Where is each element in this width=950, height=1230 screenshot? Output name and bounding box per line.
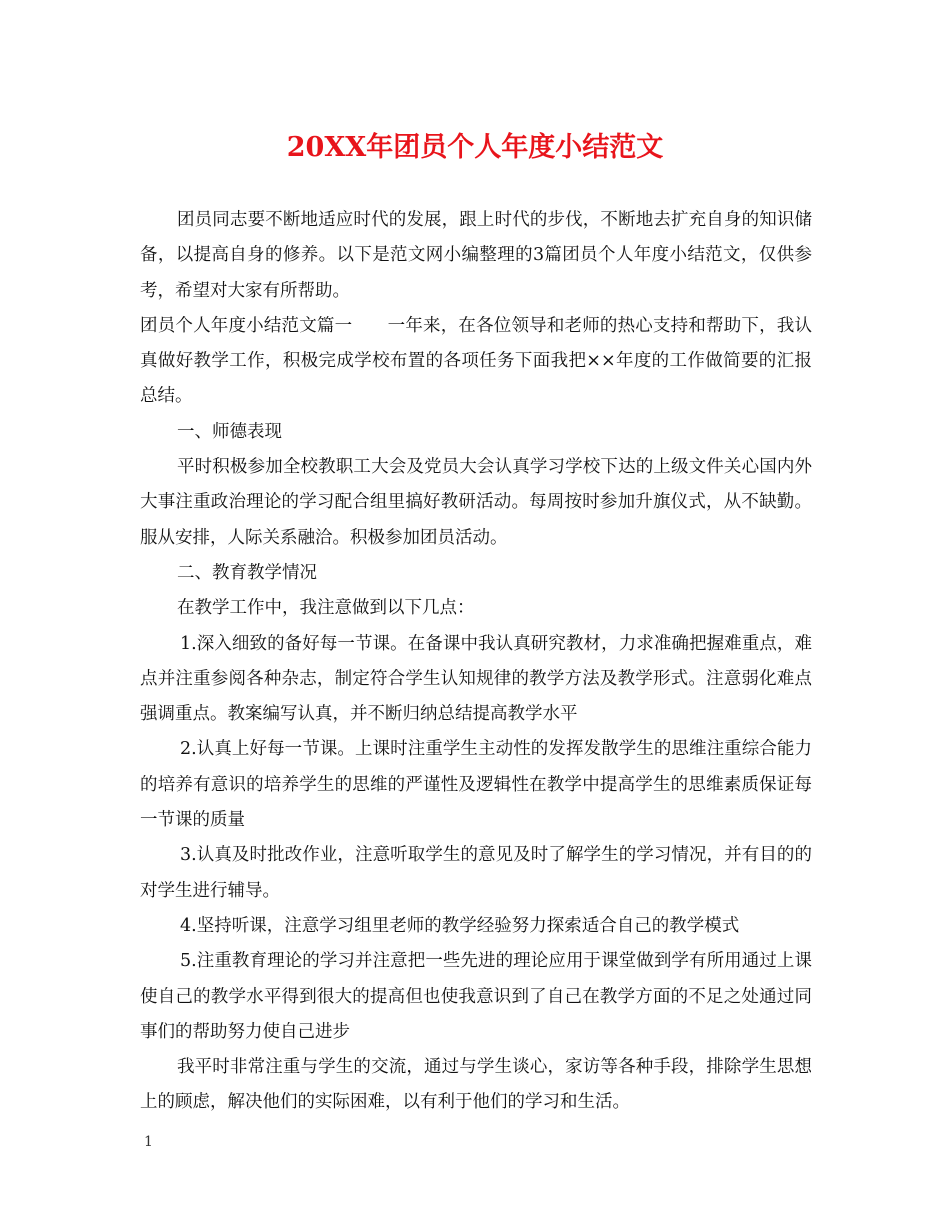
list-item-3: 3.认真及时批改作业，注意听取学生的意见及时了解学生的学习情况，并有目的的对学生进行辅导。: [140, 845, 812, 901]
teaching-intro-paragraph: 在教学工作中，我注意做到以下几点：: [177, 598, 475, 619]
list-item-5: 5.注重教育理论的学习并注意把一些先进的理论应用于课堂做到学有所用通过上课使自己的教学水平得到很大的提高但也使我意识到了自己在教学方面的不足之处通过同事们的帮助努力使自己进步: [140, 951, 812, 1042]
section-one-paragraph: 团员个人年度小结范文篇一 一年来，在各位领导和老师的热心支持和帮助下，我认真做好教学工作，积极完成学校布置的各项任务下面我把××年度的工作做简要的汇报总结。: [140, 315, 812, 407]
list-item-4: 4.坚持听课，注意学习组里老师的教学经验努力探索适合自己的教学模式: [180, 915, 740, 936]
intro-paragraph: 团员同志要不断地适应时代的发展，跟上时代的步伐，不断地去扩充自身的知识储备，以提高自身的修养。以下是范文网小编整理的3篇团员个人年度小结范文，仅供参考，希望对大家有所帮助。: [140, 210, 812, 301]
student-communication-paragraph: 我平时非常注重与学生的交流，通过与学生谈心，家访等各种手段，排除学生思想上的顾虑，解决他们的实际困难，以有利于他们的学习和生活。: [140, 1057, 812, 1113]
document-title: 20XX年团员个人年度小结范文: [286, 132, 664, 163]
heading-teaching: 二、教育教学情况: [177, 562, 317, 583]
heading-teacher-ethics: 一、师德表现: [177, 421, 282, 442]
list-item-2: 2.认真上好每一节课。上课时注重学生主动性的发挥发散学生的思维注重综合能力的培养有意识的培养学生的思维的严谨性及逻辑性在教学中提高学生的思维素质保证每一节课的质量: [140, 739, 812, 831]
list-item-1: 1.深入细致的备好每一节课。在备课中我认真研究教材，力求准确把握难重点，难点并注重参阅各种杂志，制定符合学生认知规律的教学方法及教学形式。注意弱化难点强调重点。教案编写认真，并不断归纳总结提高教学水平: [140, 633, 812, 725]
page-number: 1: [144, 1134, 153, 1150]
document-body: [140, 203, 812, 1121]
ethics-paragraph: 平时积极参加全校教职工大会及党员大会认真学习学校下达的上级文件关心国内外大事注重政治理论的学习配合组里搞好教研活动。每周按时参加升旗仪式，从不缺勤。服从安排，人际关系融洽。积极参加团员活动。: [140, 457, 812, 548]
